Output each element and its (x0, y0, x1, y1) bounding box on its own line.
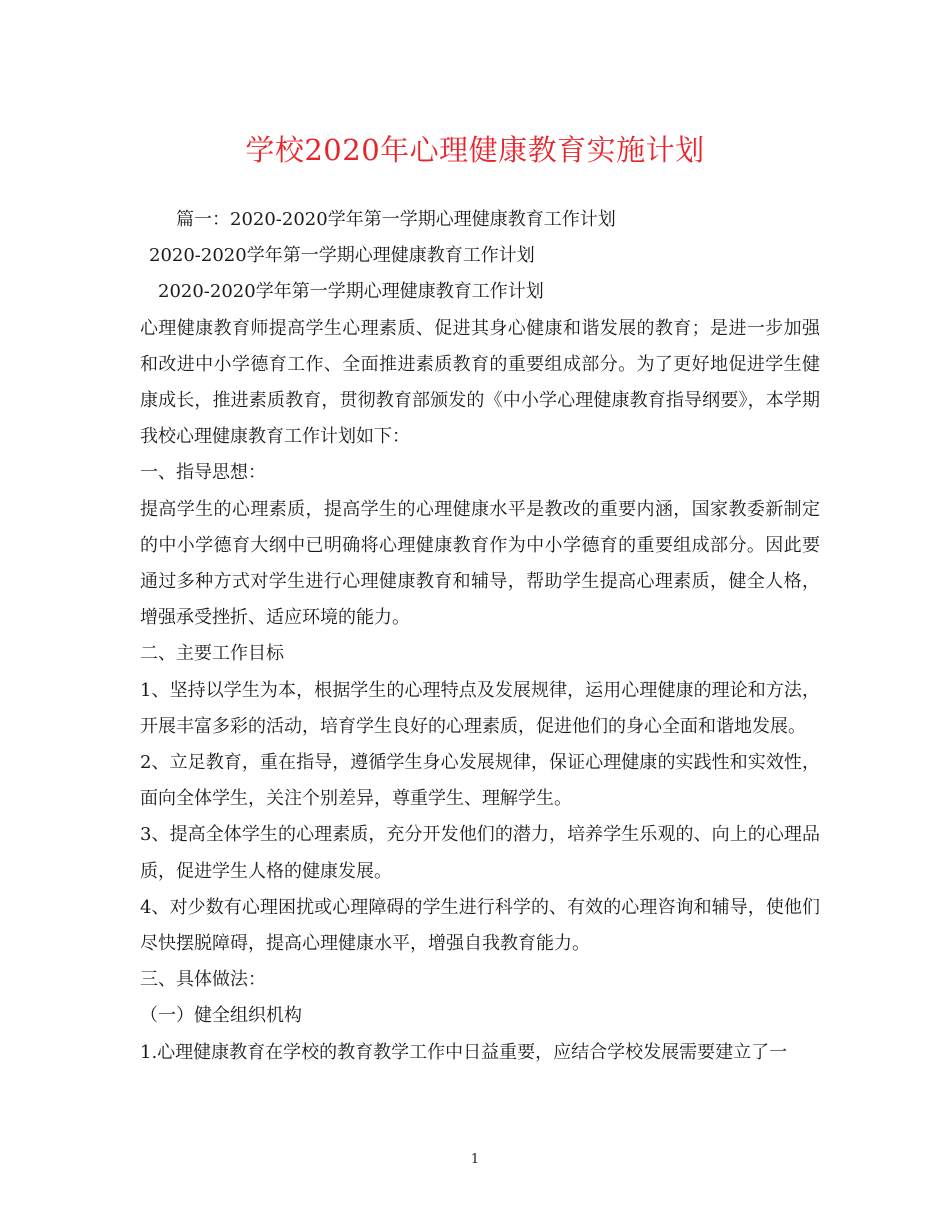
page-title: 学校2020年心理健康教育实施计划 (245, 133, 705, 167)
list-item: 3、提高全体学生的心理素质，充分开发他们的潜力，培养学生乐观的、向上的心理品质，促进学生人格的健康发展。 (140, 824, 820, 882)
section-heading: 三、具体做法： (140, 969, 266, 991)
body-paragraph: 提高学生的心理素质，提高学生的心理健康水平是教改的重要内涵，国家教委新制定的中小学德育大纲中已明确将心理健康教育作为中小学德育的重要组成部分。因此要通过多种方式对学生进行心理健康教育和辅导，帮助学生提高心理素质，健全人格，增强承受挫折、适应环境的能力。 (140, 498, 820, 629)
subtitle-line: 2020-2020学年第一学期心理健康教育工作计划 (158, 281, 544, 303)
section-heading: 二、主要工作目标 (140, 643, 284, 665)
subtitle-line: 2020-2020学年第一学期心理健康教育工作计划 (149, 245, 535, 267)
list-item: 2、立足教育，重在指导，遵循学生身心发展规律，保证心理健康的实践性和实效性，面向全体学生，关注个别差异，尊重学生、理解学生。 (140, 752, 820, 810)
subsection-heading: （一）健全组织机构 (140, 1005, 302, 1027)
page-number: 1 (470, 1152, 480, 1167)
body-paragraph: 心理健康教育师提高学生心理素质、促进其身心健康和谐发展的教育；是进一步加强和改进中小学德育工作、全面推进素质教育的重要组成部分。为了更好地促进学生健康成长，推进素质教育，贯彻教育部颁发的《中小学心理健康教育指导纲要》，本学期我校心理健康教育工作计划如下： (140, 317, 820, 448)
section-heading: 篇一：2020-2020学年第一学期心理健康教育工作计划 (176, 209, 616, 230)
document-body (140, 202, 820, 1071)
list-item: 4、对少数有心理困扰或心理障碍的学生进行科学的、有效的心理咨询和辅导，使他们尽快摆脱障碍，提高心理健康水平，增强自我教育能力。 (140, 896, 820, 955)
section-heading: 一、指导思想： (140, 462, 266, 484)
list-item: 1、坚持以学生为本，根据学生的心理特点及发展规律，运用心理健康的理论和方法，开展丰富多彩的活动，培育学生良好的心理素质，促进他们的身心全面和谐地发展。 (140, 679, 820, 737)
list-item: 1.心理健康教育在学校的教育教学工作中日益重要，应结合学校发展需要建立了一 (140, 1041, 788, 1063)
